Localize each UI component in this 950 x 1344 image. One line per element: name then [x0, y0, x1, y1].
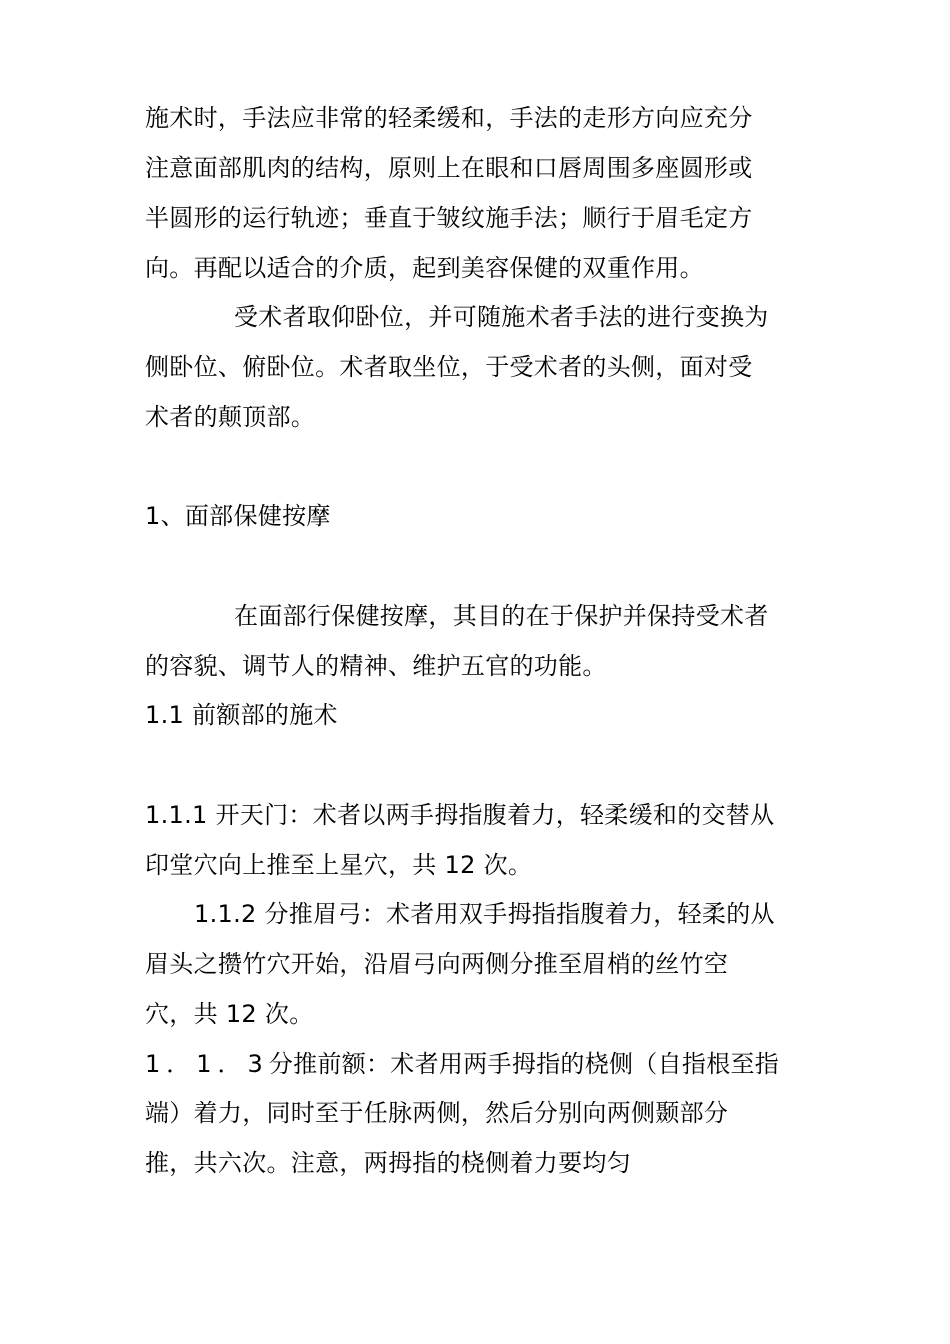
text-line: 1.1.2 分推眉弓：术者用双手拇指指腹着力，轻柔的从: [194, 900, 775, 928]
text-line: 的容貌、调节人的精神、维护五官的功能。: [145, 652, 607, 680]
text-line: 受术者取仰卧位，并可随施术者手法的进行变换为: [234, 303, 769, 331]
text-line: 半圆形的运行轨迹；垂直于皱纹施手法；顺行于眉毛定方: [145, 204, 753, 232]
text-line: 眉头之攒竹穴开始，沿眉弓向两侧分推至眉梢的丝竹空: [145, 950, 729, 978]
text-line: 施术时，手法应非常的轻柔缓和，手法的走形方向应充分: [145, 104, 753, 132]
section-heading: 1、面部保健按摩: [145, 502, 331, 530]
text-line: 注意面部肌肉的结构，原则上在眼和口唇周围多座圆形或: [145, 154, 753, 182]
text-line: 侧卧位、俯卧位。术者取坐位，于受术者的头侧，面对受: [145, 353, 753, 381]
text-line: 1.1.1 开天门：术者以两手拇指腹着力，轻柔缓和的交替从: [145, 801, 775, 829]
text-line: 穴，共 12 次。: [145, 1000, 314, 1028]
text-line: 术者的颠顶部。: [145, 403, 316, 431]
subsection-heading: 1.1 前额部的施术: [145, 701, 338, 729]
text-line: 向。再配以适合的介质，起到美容保健的双重作用。: [145, 254, 704, 282]
text-line: [145, 1048, 779, 1080]
text-line: 印堂穴向上推至上星穴，共 12 次。: [145, 851, 533, 879]
text-line: 在面部行保健按摩，其目的在于保护并保持受术者: [234, 602, 769, 630]
text-line: 推，共六次。注意，两拇指的桡侧着力要均匀: [145, 1149, 631, 1177]
item-number: 1．1．3: [145, 1050, 269, 1078]
text-line: 端）着力，同时至于任脉两侧，然后分别向两侧颞部分: [145, 1099, 729, 1127]
item-text: 分推前额：术者用两手拇指的桡侧（自指根至指: [268, 1050, 780, 1078]
